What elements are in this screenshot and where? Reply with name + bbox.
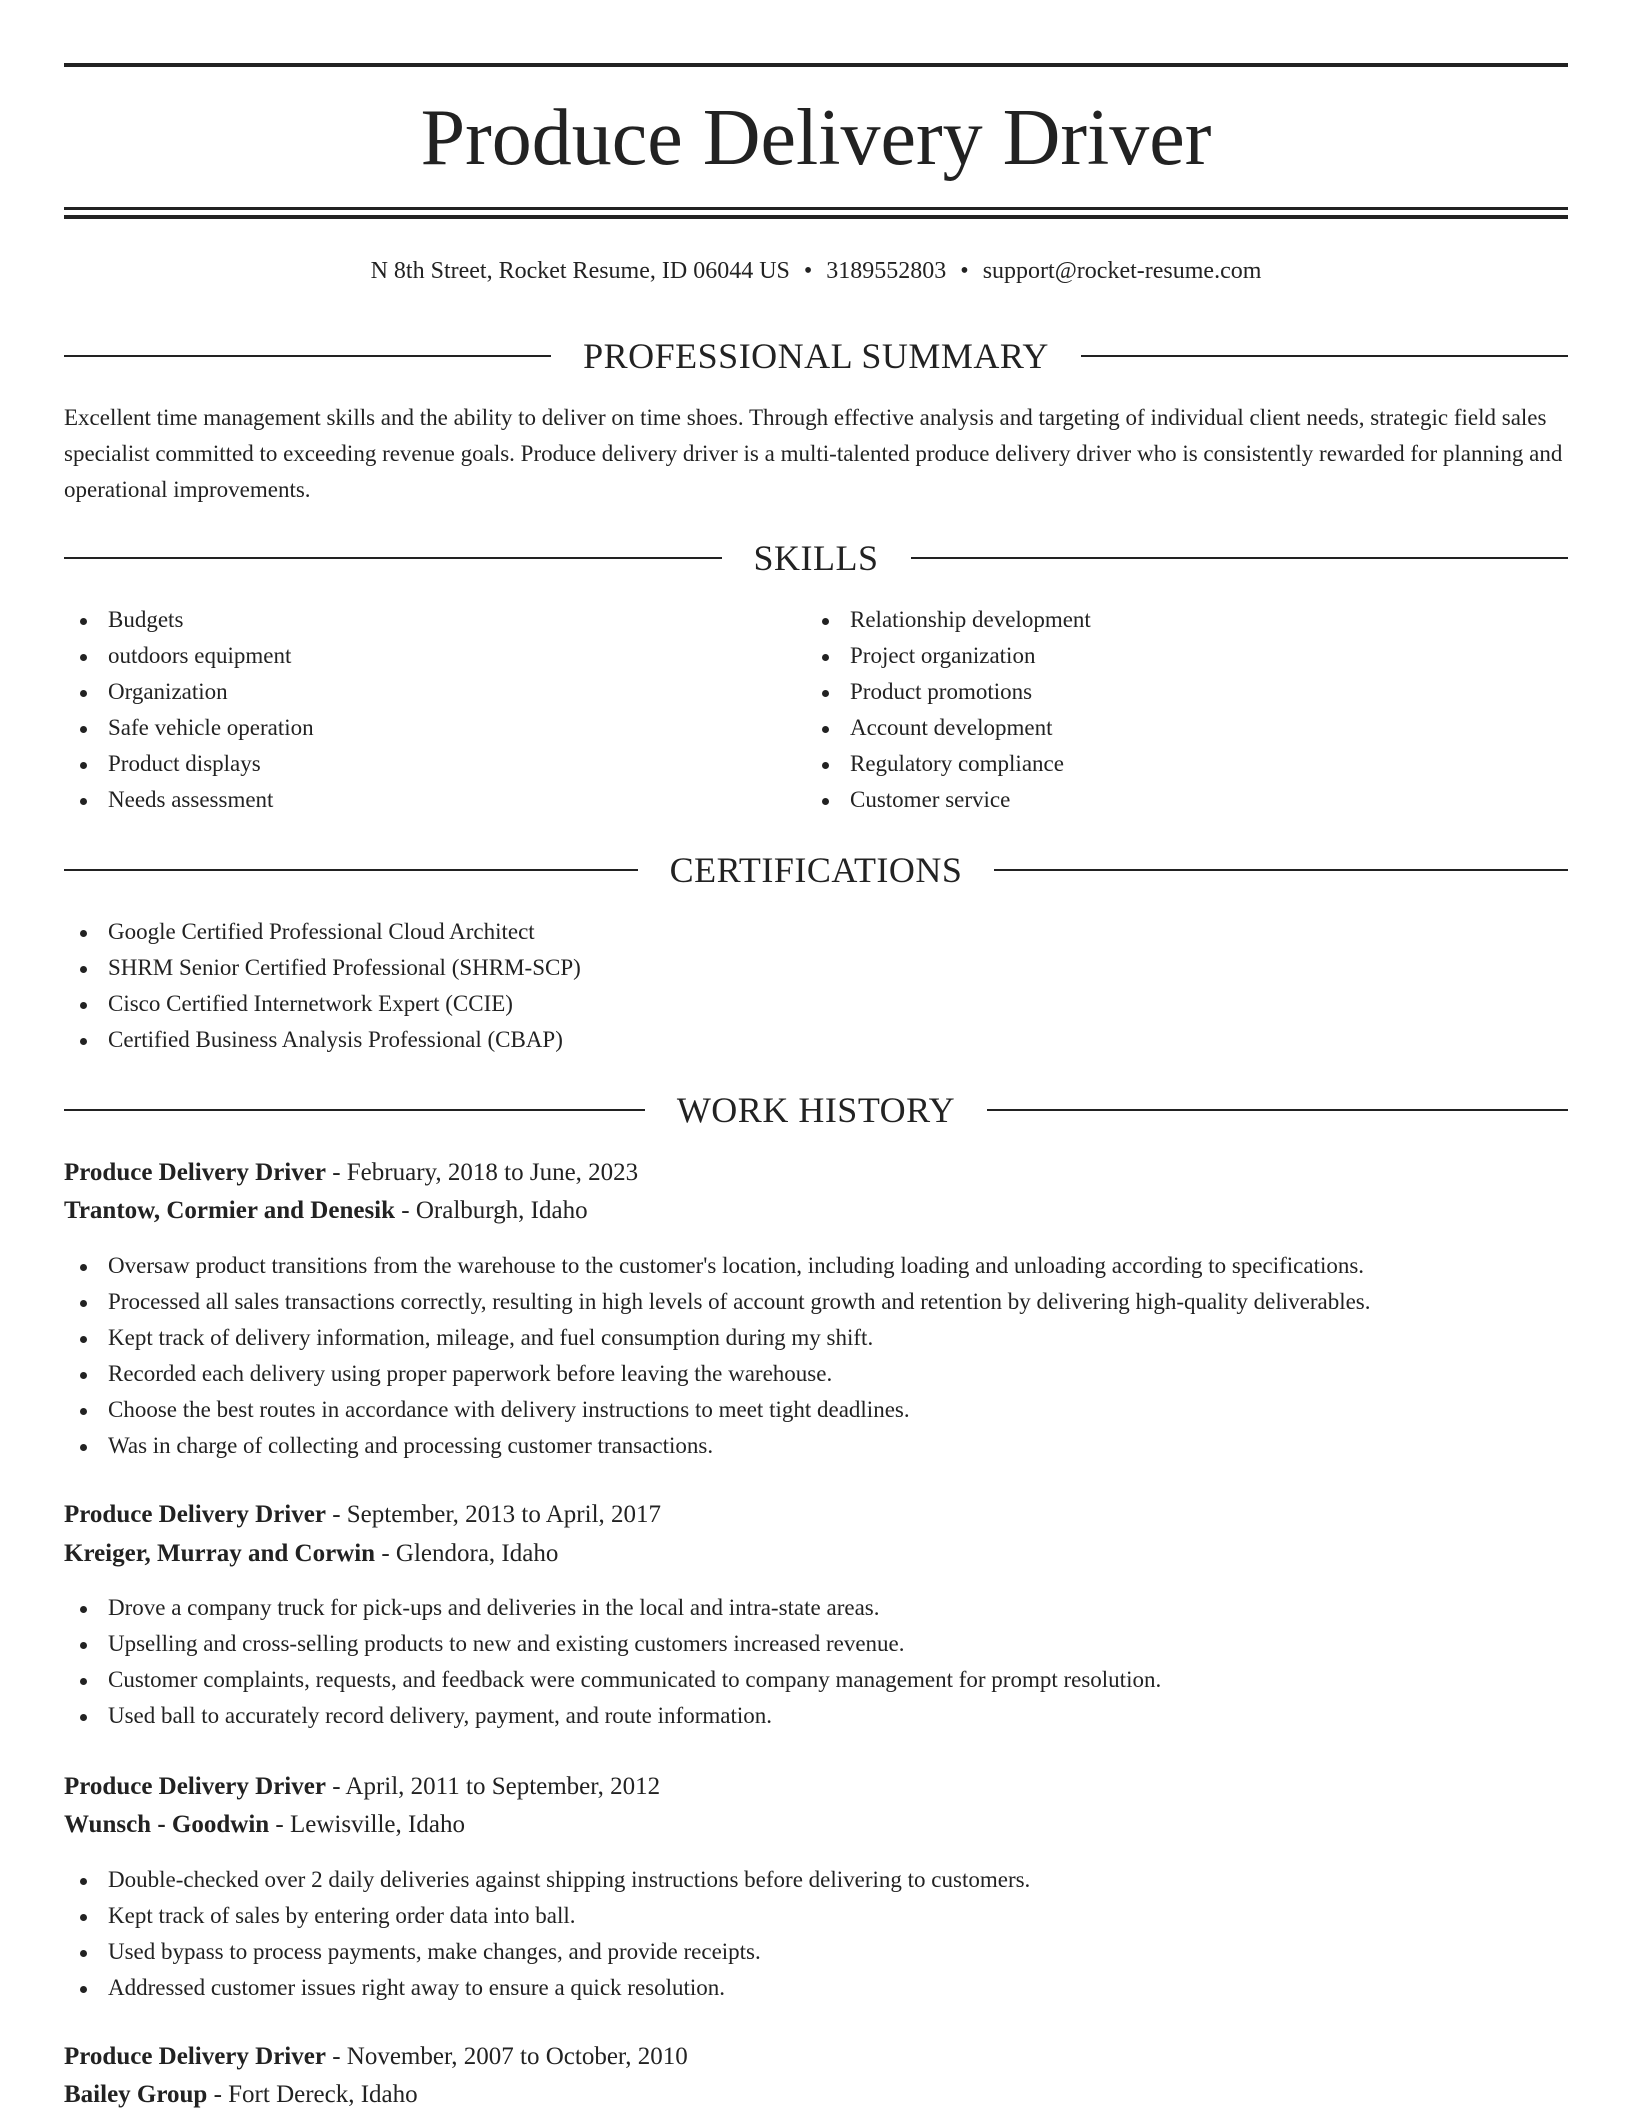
work-history-title: WORK HISTORY: [676, 1090, 956, 1130]
summary-title: PROFESSIONAL SUMMARY: [583, 336, 1049, 376]
job-dates: - April, 2011 to September, 2012: [325, 1773, 661, 1800]
job-location: - Oralburgh, Idaho: [395, 1197, 588, 1224]
job-dates: - September, 2013 to April, 2017: [325, 1501, 662, 1528]
certifications-heading: [64, 848, 1568, 892]
summary-text: Excellent time management skills and the ability to deliver on time shoes. Through effective analysis and targeting of individual client needs, strategic field sales specialist committed to exceeding revenue goals. Produce delivery driver is a multi-talented produce delivery driver who is consistently rewarded for planning and operational improvements.: [64, 405, 1563, 502]
skill-item: Needs assessment: [64, 782, 804, 818]
job-role: Produce Delivery Driver: [64, 1159, 326, 1186]
job-bullet: Oversaw product transitions from the warehouse to the customer's location, including loading and unloading according to specifications.: [64, 1248, 1568, 1284]
job-company-line: [64, 1192, 1568, 1230]
job-company-line: [64, 1535, 1568, 1573]
job-bullet: Drove a company truck for pick-ups and deliveries in the local and intra-state areas.: [64, 1590, 1568, 1626]
job-bullet: Kept track of sales by entering order data into ball.: [64, 1898, 1568, 1934]
job-bullet: Addressed customer issues right away to ensure a quick resolution.: [64, 1970, 1568, 2006]
resume-page: [64, 0, 1568, 2112]
job-role: Produce Delivery Driver: [64, 1773, 326, 1800]
job-dates: - February, 2018 to June, 2023: [325, 1159, 639, 1186]
job-bullet: Upselling and cross-selling products to new and existing customers increased revenue.: [64, 1626, 1568, 1662]
skill-item: Organization: [64, 674, 804, 710]
job-bullet: Processed all sales transactions correctly, resulting in high levels of account growth and retention by delivering high-quality deliverables.: [64, 1284, 1568, 1320]
job-location: - Glendora, Idaho: [375, 1540, 559, 1567]
contact-separator: •: [960, 258, 969, 284]
skill-item: Account development: [806, 710, 1546, 746]
skill-item: Budgets: [64, 602, 804, 638]
skill-item: outdoors equipment: [64, 638, 804, 674]
skill-item: Safe vehicle operation: [64, 710, 804, 746]
job-company-line: [64, 1806, 1568, 1844]
job-bullets: [64, 1248, 1568, 1464]
skill-item: Project organization: [806, 638, 1546, 674]
heading-rule-left: [64, 869, 638, 871]
job-title-line: [64, 2038, 1568, 2076]
heading-rule-left: [64, 355, 551, 357]
job-dates: - November, 2007 to October, 2010: [325, 2043, 688, 2070]
job-bullets: [64, 1590, 1568, 1734]
resume-name: Produce Delivery Driver: [420, 94, 1212, 182]
summary-heading: [64, 334, 1568, 378]
skills-heading: [64, 536, 1568, 580]
skill-item: Product displays: [64, 746, 804, 782]
certification-item: Cisco Certified Internetwork Expert (CCIE): [64, 986, 1568, 1022]
job-bullet: Customer complaints, requests, and feedback were communicated to company management for prompt resolution.: [64, 1662, 1568, 1698]
heading-rule-right: [1081, 355, 1568, 357]
header-bottom-rule-1: [64, 207, 1568, 210]
job-bullets: [64, 1862, 1568, 2006]
certifications-title: CERTIFICATIONS: [669, 850, 963, 890]
skills-list-left: [64, 602, 804, 818]
certification-item: SHRM Senior Certified Professional (SHRM-SCP): [64, 950, 1568, 986]
job-bullet: Double-checked over 2 daily deliveries against shipping instructions before delivering to customers.: [64, 1862, 1568, 1898]
heading-rule-right: [994, 869, 1568, 871]
heading-rule-left: [64, 557, 722, 559]
job-title-line: [64, 1154, 1568, 1192]
job-company: Wunsch - Goodwin: [64, 1811, 270, 1838]
contact-phone: 3189552803: [826, 258, 947, 284]
skills-list-right: [806, 602, 1546, 818]
header-top-rule: [64, 63, 1568, 67]
job-company: Bailey Group: [64, 2081, 208, 2108]
heading-rule-right: [987, 1109, 1568, 1111]
job-bullet: Choose the best routes in accordance with delivery instructions to meet tight deadlines.: [64, 1392, 1568, 1428]
skill-item: Customer service: [806, 782, 1546, 818]
header-bottom-rule-2: [64, 215, 1568, 219]
job-company-line: [64, 2076, 1568, 2112]
job-bullet: Used bypass to process payments, make changes, and provide receipts.: [64, 1934, 1568, 1970]
skills-title: SKILLS: [753, 538, 879, 578]
work-history-heading: [64, 1088, 1568, 1132]
job-location: - Lewisville, Idaho: [269, 1811, 465, 1838]
contact-email: support@rocket-resume.com: [982, 258, 1262, 284]
job-role: Produce Delivery Driver: [64, 2043, 326, 2070]
job-title-line: [64, 1768, 1568, 1806]
skill-item: Product promotions: [806, 674, 1546, 710]
job-title-line: [64, 1496, 1568, 1534]
certifications-list: [64, 914, 1568, 1058]
job-company: Kreiger, Murray and Corwin: [64, 1540, 376, 1567]
certification-item: Certified Business Analysis Professional (CBAP): [64, 1022, 1568, 1058]
job-bullet: Was in charge of collecting and processing customer transactions.: [64, 1428, 1568, 1464]
job-bullet: Kept track of delivery information, mileage, and fuel consumption during my shift.: [64, 1320, 1568, 1356]
heading-rule-left: [64, 1109, 645, 1111]
contact-separator: •: [803, 258, 813, 284]
job-role: Produce Delivery Driver: [64, 1501, 326, 1528]
certification-item: Google Certified Professional Cloud Architect: [64, 914, 1568, 950]
job-bullet: Used ball to accurately record delivery, payment, and route information.: [64, 1698, 1568, 1734]
job-bullet: Recorded each delivery using proper paperwork before leaving the warehouse.: [64, 1356, 1568, 1392]
heading-rule-right: [911, 557, 1569, 559]
skill-item: Regulatory compliance: [806, 746, 1546, 782]
contact-line: [64, 254, 1568, 288]
contact-address: N 8th Street, Rocket Resume, ID 06044 US: [370, 258, 790, 284]
skill-item: Relationship development: [806, 602, 1546, 638]
job-company: Trantow, Cormier and Denesik: [64, 1197, 396, 1224]
job-location: - Fort Dereck, Idaho: [207, 2081, 418, 2108]
